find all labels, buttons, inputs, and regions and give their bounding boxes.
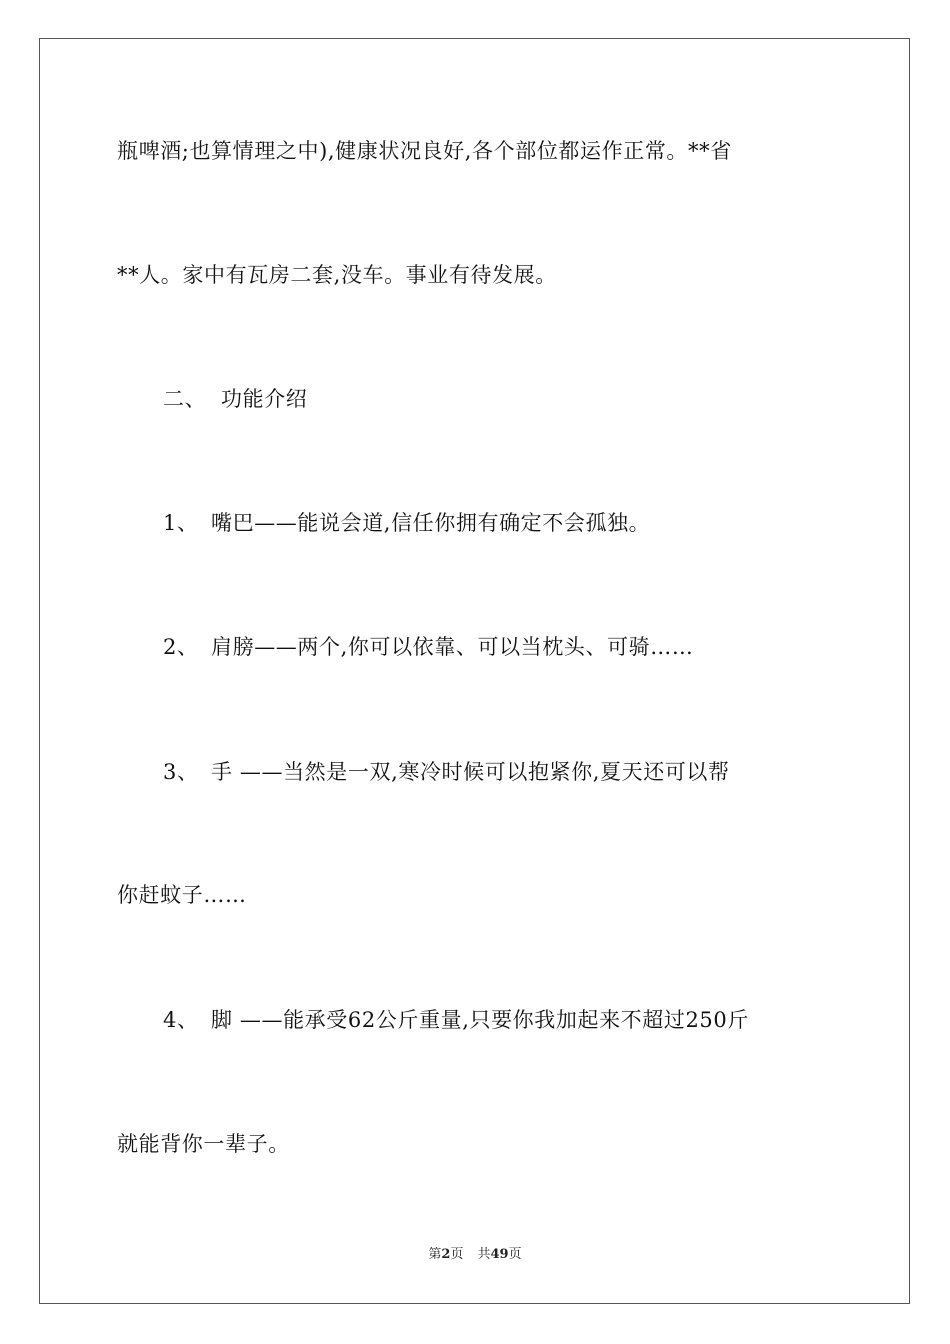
list-item (163, 509, 879, 537)
body-line-2: **人。家中有瓦房二套,没车。事业有待发展。 (117, 263, 557, 287)
section-number: 二、 (163, 387, 207, 411)
list-item (163, 1006, 879, 1034)
page-suffix: 页 (450, 1247, 464, 1262)
list-item-continuation: 就能背你一辈子。 (117, 1132, 290, 1156)
total-pages: 49 (490, 1247, 509, 1262)
list-item (163, 633, 879, 661)
page-prefix: 第 (428, 1247, 442, 1262)
page-border (39, 38, 910, 1304)
list-item-text: 手 ——当然是一双,寒冷时候可以抱紧你,夏天还可以帮 (211, 760, 730, 784)
list-item-text: 脚 ——能承受62公斤重量,只要你我加起来不超过250斤 (211, 1008, 749, 1032)
body-line-1: 瓶啤酒;也算情理之中),健康状况良好,各个部位都运作正常。**省 (117, 139, 732, 163)
section-heading (163, 385, 879, 413)
list-item-number: 2、 (163, 635, 199, 659)
page-number: 2 (441, 1247, 451, 1262)
page-footer (0, 1246, 950, 1264)
list-item-number: 4、 (163, 1008, 199, 1032)
list-item-text: 嘴巴——能说会道,信任你拥有确定不会孤独。 (211, 511, 651, 535)
section-title: 功能介绍 (221, 387, 308, 411)
list-item-number: 3、 (163, 760, 199, 784)
list-item-number: 1、 (163, 511, 199, 535)
total-suffix: 页 (508, 1247, 522, 1262)
list-item (163, 758, 879, 786)
list-item-text: 肩膀——两个,你可以依靠、可以当枕头、可骑…… (211, 635, 694, 659)
list-item-continuation: 你赶蚊子…… (117, 883, 247, 907)
total-prefix: 共 (477, 1247, 491, 1262)
